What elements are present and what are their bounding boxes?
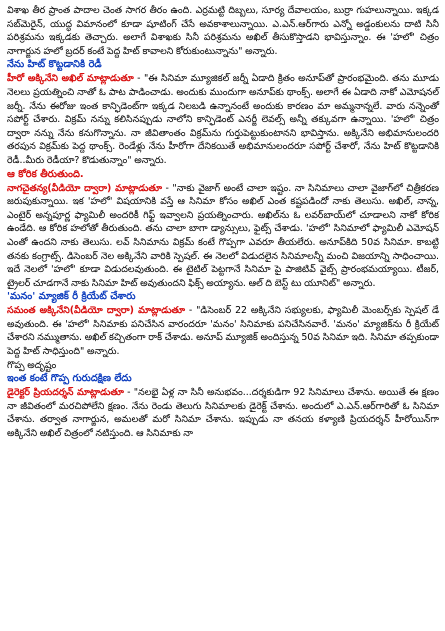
- quote-text-priyadarshan: - "నలభై ఏళ్ల నా సినీ అనుభవం...దర్శకుడిగా 92 సినిమాలు చేశాను. అయితే ఈ క్షణం నా జీవితంలో మరచిపోలేని క్షణం. నేను రెండు తెలుగు సినిమాలకు డైరెక్ట్ చేశాను. అందులో ఎ.ఎన్.ఆర్‌గారితో ఓ సినిమా చేశాను. తర్వాత నాగార్జున, అమలతో మరో సినిమా చేశాను. ఇప్పుడు నా తనయ కళ్యాణి ప్రియదర్శన్ హీరోయిన్‌గా అక్కినేని అఖిల్ చిత్రంలో నటిస్తుంది. ఆ సినిమాకు నా: [7, 387, 439, 440]
- section-heading-akhil: నేను హిట్ కొట్టడానికి రెడీ: [7, 59, 102, 71]
- speaker-label-priyadarshan: డైరెక్టర్ ప్రియదర్శన్ మాట్లాడుతూ: [7, 387, 124, 399]
- speaker-label-akhil: హీరో అక్కినేని అఖిల్ మాట్లాడుతూ: [7, 73, 134, 85]
- section-heading-nagachaitanya: ఆ కోరిక తీరుతుంది.: [7, 168, 84, 180]
- section-heading-priyadarshan: ఇంత కంటే గొప్ప గురుదక్షిణ లేదు: [7, 373, 132, 385]
- speaker-label-nagachaitanya: నాగచైతన్య(వీడియో ద్వారా) మాట్లాడుతూ: [7, 182, 162, 194]
- quote-text-samantha: - "డిసెంబర్ 22 అక్కినేని సభ్యులకు, ఫ్యామిలీ మెంబర్స్‌కు స్పెషల్ డే అవుతుంది. ఈ 'హలో' సినిమాకు పనిచేసిన వారందరూ 'మనం' సినిమాకు పనిచేసినవారే. 'మనం' మ్యాజిక్‌ను రీ క్రియేట్ చేశారని నమ్ముతాను. అఖిల్ కచ్చితంగా రాక్ చేశాడు. అనూప్ మ్యూజిక్ అందిస్తున్న 50వ సినిమా ఇది. సినిమా తప్పకుండా పెద్ద హిట్ సాధిస్తుంది" అన్నారు.: [7, 305, 439, 358]
- section-paragraph-priyadarshan: [7, 386, 439, 440]
- section-paragraph-akhil: [7, 72, 439, 167]
- section-paragraph-samantha: [7, 304, 439, 358]
- section-note: గొప్ప అదృష్టం: [7, 359, 57, 371]
- article-intro-paragraph: విశాఖ తీర ప్రాంత పాదాల చెంత సాగర తీరం ఉంది. ఎర్రమట్టి దిబ్బలు, సూర్య దేవాలయం, బుర్రా గుహలున్నాయి. ఇక్కడ సబ్‌మెరైన్, యుద్ధ విమానంలో కూడా షూటింగ్ చేసే అవకాశాలున్నాయి. ఎ.ఎన్.ఆర్‌గారు ఎన్నో అడ్డంకులను దాటి సినీ పరిశ్రమను ఇక్కడకు తెచ్చారు. అలాగే విశాఖకు సినీ పరిశ్రమను అఖిల్ తీసుకొస్తాడని భావిస్తున్నాం. ఈ 'హలో' చిత్రం నాగార్జున హలో బ్రదర్ కంటే పెద్ద హిట్ కావాలని కోరుకుంటున్నాను" అన్నారు.: [7, 5, 439, 57]
- section-heading-samantha: 'మనం' మ్యాజిక్ రీ క్రియేట్ చేశారు: [7, 291, 136, 303]
- quote-text-nagachaitanya: - "నాకు వైజాగ్ అంటే చాలా ఇష్టం. నా సినిమాలు చాలా వైజాగ్‌లో చిత్రీకరణ జరుపుకున్నాయి. ఇక 'హలో' విషయానికి వస్తే ఆ సినిమా కోసం అఖిల్ ఎంత కష్టపడిందో నాకు తెలుసు. అఖిల్, నాన్న, ఎంటైర్ అన్నపూర్ణ ఫ్యామిలీ అందరికీ గిఫ్ట్ ఇవ్వాలని ప్రయత్నించారు. అఖిల్‌ను ఓ లవర్‌బాయ్‌లో చూడాలని నాకో కోరిక ఉండేది. ఆ కోరిక హలోతో తీరుతుంది. తను చాలా బాగా డ్యాన్సులు, ఫైట్స్ చేశాడు. 'హలో' సినిమాలో ఫ్యామిలీ ఎమోషన్ ఎంతో ఉందని నాకు తెలుసు. లవ్ సినిమాను విక్రమ్ కంటే గొప్పగా ఎవరూ తీయలేరు. అనూప్‌కిది 50వ సినిమా. కాబట్టి తనకు కంగ్రాట్స్. డిసెంబర్ నెల అక్కినేని వారికి స్పెషల్. ఈ నెలలో విడుదలైన సినిమాలన్నీ మంచి విజయాన్ని సాధించాయి. ఇదే నెలలో 'హలో' కూడా విడుదలవుతుంది. ఈ టైటిల్ పెట్టగానే సినిమా పై పాజిటివ్ వైబ్స్ ప్రారంభమయ్యాయి. టీజర్, ట్రైలర్ చూడగానే నాకు సినిమా హిట్ అవుతుందని ఫిక్స్ అయ్యాను. ఆల్ ది బెస్ట్ టు యూనిట్" అన్నారు.: [7, 182, 439, 289]
- quote-text-akhil: - "ఈ సినిమా మ్యూజికల్ జర్నీ ఏడాది క్రితం అనూప్‌తో ప్రారంభమైంది. తను మూడు నెలలు ప్రయత్నించి నాతో ఓ పాట పాడించాడు. అందుకు ముందుగా అనూప్‌కు థాంక్స్. అలాగే ఈ ఏడాది నాకో ఎమోషనల్ జర్నీ. నేను ఈరోజు ఇంత కాన్ఫిడెంట్‌గా ఇక్కడ నిలబడి ఉన్నానంటే అందుకు కారణం మా అమ్మనాన్నలే. వారు నన్నెంతో సపోర్ట్ చేశారు. విక్రమ్ నన్ను కలిసినప్పుడు నాలోని కాన్ఫిడెంట్ ఎనర్జీ లెవల్స్ అన్నీ తక్కువగా ఉన్నాయి. 'హలో' చిత్రం ద్వారా నన్ను నేను కనుగొన్నాను. నా జీవితాంతం విక్రమ్‌ను గుర్తుపెట్టుకుంటానని భావిస్తాను. అక్కినేని అభిమానులందరి తరపున విక్రమ్‌కు పెద్ద థాంక్స్. రెండేళ్లు నేను హీరోగా దేనికయితే అభిమానులందరూ సపోర్ట్ చేశారో, నేను హిట్ కొట్టడానికి రెడీ..మీరు రెడీయా? కొడుతున్నాం" అన్నారు.: [7, 73, 440, 166]
- speaker-label-samantha: సమంత అక్కినేని(వీడియో ద్వారా) మాట్లాడుతూ: [7, 305, 185, 317]
- section-paragraph-nagachaitanya: [7, 182, 439, 291]
